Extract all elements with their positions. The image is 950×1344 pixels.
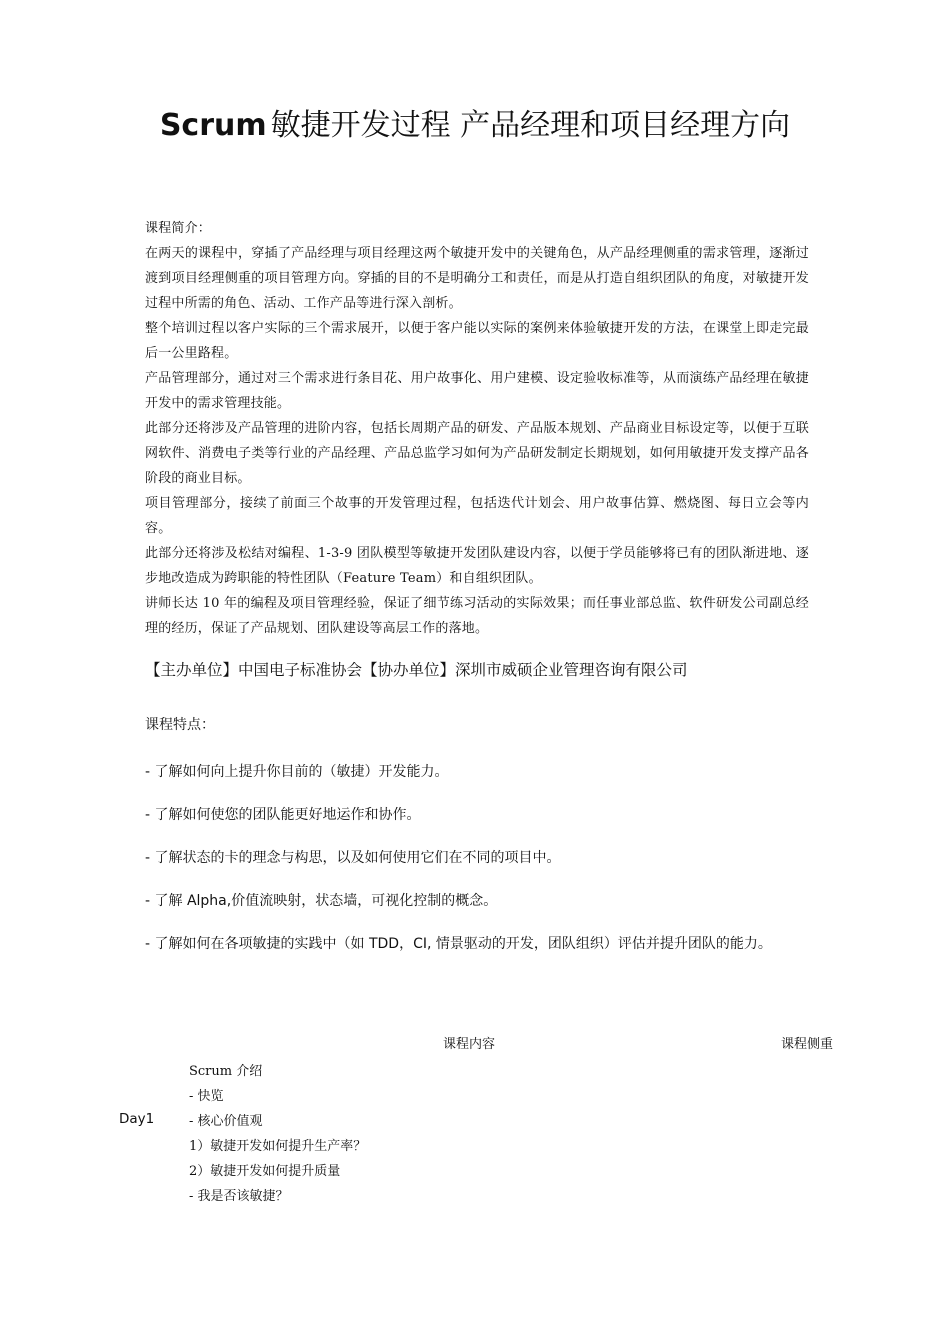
features-heading: 课程特点：: [145, 717, 215, 733]
course-intro: [145, 216, 809, 641]
feature-item: - 了解如何向上提升你目前的（敏捷）开发能力。: [145, 764, 449, 780]
content-line: Scrum 介绍: [189, 1064, 263, 1079]
feature-item: - 了解如何在各项敏捷的实践中（如 TDD，CI, 情景驱动的开发，团队组织）评估并提升团队的能力。: [145, 936, 772, 952]
intro-paragraph: 此部分还将涉及松结对编程、1-3-9 团队模型等敏捷开发团队建设内容，以便于学员能够将已有的团队渐进地、逐步地改造成为跨职能的特性团队（Feature Team）和自组织团队。: [145, 546, 809, 586]
intro-paragraph: 讲师长达 10 年的编程及项目管理经验，保证了细节练习活动的实际效果；而任事业部总监、软件研发公司副总经理的经历，保证了产品规划、团队建设等高层工作的落地。: [145, 596, 809, 636]
content-line: - 快览: [189, 1089, 224, 1104]
content-line: - 我是否该敏捷？: [189, 1189, 289, 1204]
intro-paragraph: 整个培训过程以客户实际的三个需求展开，以便于客户能以实际的案例来体验敏捷开发的方法，在课堂上即走完最后一公里路程。: [145, 321, 809, 361]
intro-heading: 课程简介：: [145, 221, 212, 236]
intro-paragraph: 产品管理部分，通过对三个需求进行条目花、用户故事化、用户建模、设定验收标准等，从而演练产品经理在敏捷开发中的需求管理技能。: [145, 371, 809, 411]
schedule-table-header: [0, 1033, 950, 1057]
title-latin: Scrum: [159, 108, 267, 143]
content-line: - 核心价值观: [189, 1114, 263, 1129]
features-list: [145, 760, 815, 967]
content-line: 2）敏捷开发如何提升质量: [189, 1164, 341, 1179]
intro-paragraph: 此部分还将涉及产品管理的进阶内容，包括长周期产品的研发、产品版本规划、产品商业目标设定等，以便于互联网软件、消费电子类等行业的产品经理、产品总监学习如何为产品研发制定长期规划，如何用敏捷开发支撑产品各阶段的商业目标。: [145, 421, 809, 486]
intro-paragraph: 在两天的课程中，穿插了产品经理与项目经理这两个敏捷开发中的关键角色，从产品经理侧重的需求管理，逐渐过渡到项目经理侧重的项目管理方向。穿插的目的不是明确分工和责任，而是从打造自组织团队的角度，对敏捷开发过程中所需的角色、活动、工作产品等进行深入剖析。: [145, 246, 809, 311]
title-rest: 敏捷开发过程 产品经理和项目经理方向: [270, 108, 791, 143]
day-label: Day1: [119, 1111, 155, 1127]
sponsor-line: 【主办单位】中国电子标准协会【协办单位】深圳市威硕企业管理咨询有限公司: [145, 661, 688, 679]
feature-item: - 了解状态的卡的理念与构思，以及如何使用它们在不同的项目中。: [145, 850, 561, 866]
feature-item: - 了解如何使您的团队能更好地运作和协作。: [145, 807, 421, 823]
page-title: [0, 106, 950, 146]
course-features: [145, 713, 815, 986]
intro-paragraph: 项目管理部分，接续了前面三个故事的开发管理过程，包括迭代计划会、用户故事估算、燃烧图、每日立会等内容。: [145, 496, 809, 536]
feature-item: - 了解 Alpha,价值流映射，状态墙，可视化控制的概念。: [145, 893, 498, 909]
day1-content: [189, 1059, 589, 1209]
column-header-focus: 课程侧重: [781, 1037, 834, 1052]
column-header-content: 课程内容: [443, 1037, 496, 1052]
content-line: 1）敏捷开发如何提升生产率？: [189, 1139, 367, 1154]
